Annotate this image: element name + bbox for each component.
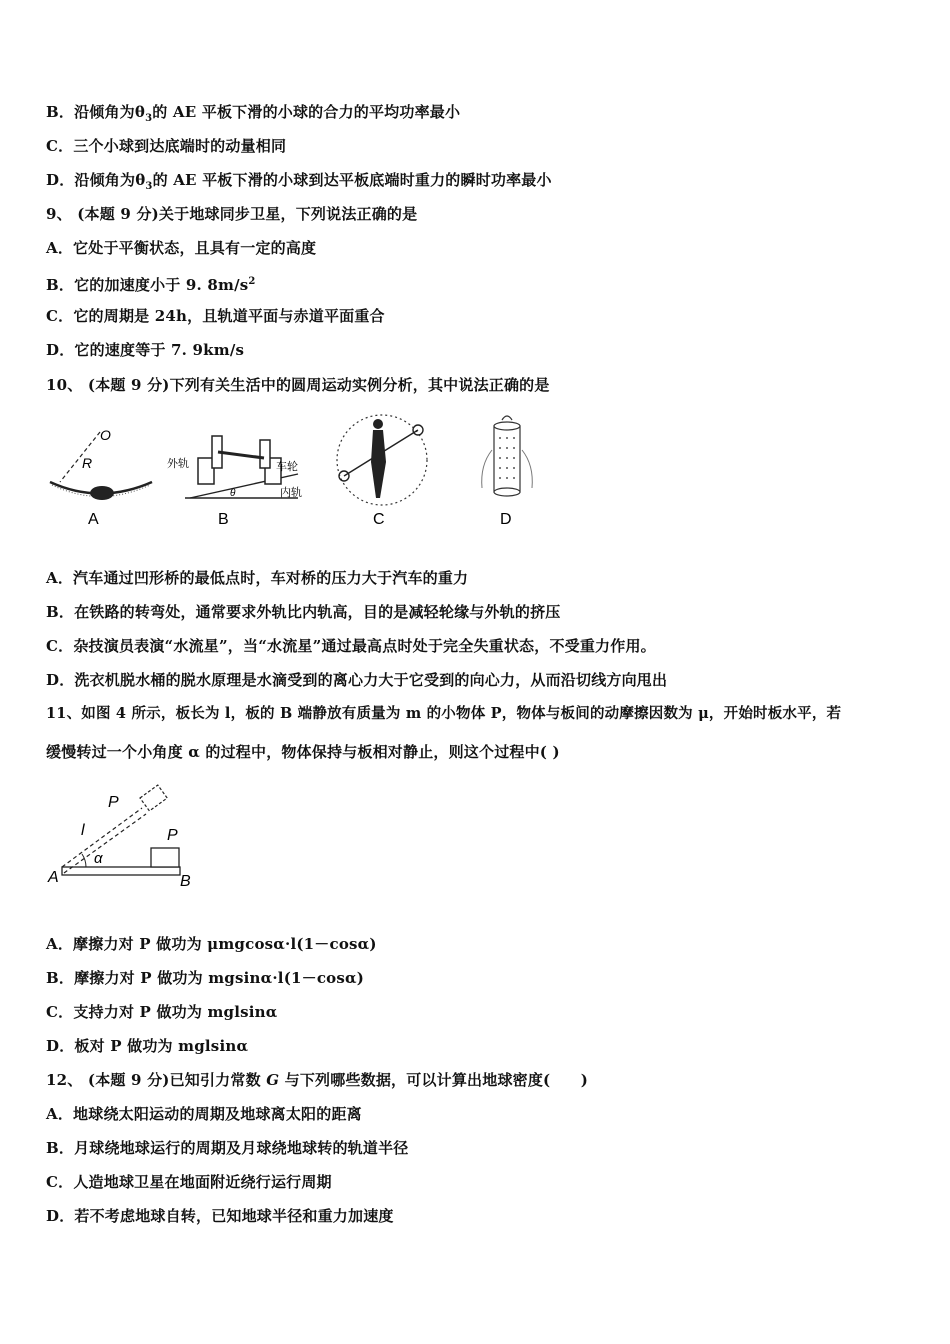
fig-b-outer-rail-label: 外轨 xyxy=(167,458,189,470)
fig-b-theta-label: θ xyxy=(230,488,236,499)
q9-option-b: B．它的加速度小于 9. $8m/s^2$ xyxy=(46,276,256,294)
fig-p-flat-label: P xyxy=(167,827,178,844)
fig-a-label-r: R xyxy=(82,455,93,471)
q12-option-c: C．人造地球卫星在地面附近绕行运行周期 xyxy=(46,1173,332,1191)
fig-a-caption: A xyxy=(88,511,99,528)
inclined-board-diagram xyxy=(47,785,191,890)
fig-a-point-label: A xyxy=(48,869,59,886)
q8-option-d: D．沿倾角为$\theta_3$的 AE 平板下滑的小球到达平板底端时重力的瞬时功率最小 xyxy=(46,171,552,192)
q11-figure xyxy=(40,778,210,893)
railway-curve-diagram xyxy=(167,436,302,528)
fig-b-point-label: B xyxy=(180,873,191,890)
fig-a-label-o: O xyxy=(100,427,111,443)
q9-option-a: A．它处于平衡状态，且具有一定的高度 xyxy=(46,239,317,257)
fig-b-inner-rail-label: 内轨 xyxy=(280,487,302,499)
q12-option-b: B．月球绕地球运行的周期及月球绕地球转的轨道半径 xyxy=(46,1139,409,1157)
q12-option-a: A．地球绕太阳运动的周期及地球离太阳的距离 xyxy=(46,1105,362,1123)
q12-stem: 12、 (本题 9 分)已知引力常数 G 与下列哪些数据，可以计算出地球密度( ) xyxy=(46,1071,589,1089)
q9-option-d: D．它的速度等于 7. 9km/s xyxy=(46,341,245,359)
q11-option-a: A．摩擦力对 P 做功为 μmgcosα·l(1－cosα) xyxy=(46,935,377,953)
q11-option-b: B．摩擦力对 P 做功为 mgsinα·l(1－cosα) xyxy=(46,969,365,987)
q11-option-c: C．支持力对 P 做功为 mglsinα xyxy=(46,1003,278,1021)
concave-bridge-diagram xyxy=(50,427,152,528)
fig-b-caption: B xyxy=(218,511,229,528)
q11-stem-line1: 11、如图 4 所示，板长为 l，板的 B 端静放有质量为 m 的小物体 P，物体与板间的动摩擦因数为 μ，开始时板水平，若 xyxy=(46,705,842,722)
fig-b-wheel-label: 车轮 xyxy=(276,461,298,473)
fig-p-tilted-label: P xyxy=(108,794,119,811)
q10-option-d: D．洗衣机脱水桶的脱水原理是水滴受到的离心力大于它受到的向心力，从而沿切线方向甩出 xyxy=(46,671,668,689)
q11-option-d: D．板对 P 做功为 mglsinα xyxy=(46,1037,249,1055)
q9-stem: 9、 (本题 9 分)关于地球同步卫星，下列说法正确的是 xyxy=(46,205,418,223)
q9-option-c: C．它的周期是 24h，且轨道平面与赤道平面重合 xyxy=(46,307,385,325)
q10-option-b: B．在铁路的转弯处，通常要求外轨比内轨高，目的是减轻轮缘与外轨的挤压 xyxy=(46,603,561,621)
fig-c-caption: C xyxy=(373,511,385,528)
fig-l-label: l xyxy=(81,822,85,839)
fig-alpha-label: α xyxy=(94,850,103,867)
spin-dryer-diagram xyxy=(482,416,533,528)
q10-option-a: A．汽车通过凹形桥的最低点时，车对桥的压力大于汽车的重力 xyxy=(46,569,469,587)
q10-option-c: C．杂技演员表演“水流星”，当“水流星”通过最高点时处于完全失重状态，不受重力作用。 xyxy=(46,637,656,655)
q10-stem: 10、 (本题 9 分)下列有关生活中的圆周运动实例分析，其中说法正确的是 xyxy=(46,376,550,394)
fig-d-caption: D xyxy=(500,511,512,528)
q8-option-b: B．沿倾角为$\theta_3$的 AE 平板下滑的小球的合力的平均功率最小 xyxy=(46,103,461,124)
water-meteor-diagram xyxy=(337,415,427,528)
q10-figure xyxy=(40,410,560,535)
q8-option-c: C．三个小球到达底端时的动量相同 xyxy=(46,137,287,155)
q11-stem-line2: 缓慢转过一个小角度 α 的过程中，物体保持与板相对静止，则这个过程中( ) xyxy=(46,743,560,761)
q12-option-d: D．若不考虑地球自转，已知地球半径和重力加速度 xyxy=(46,1207,394,1225)
